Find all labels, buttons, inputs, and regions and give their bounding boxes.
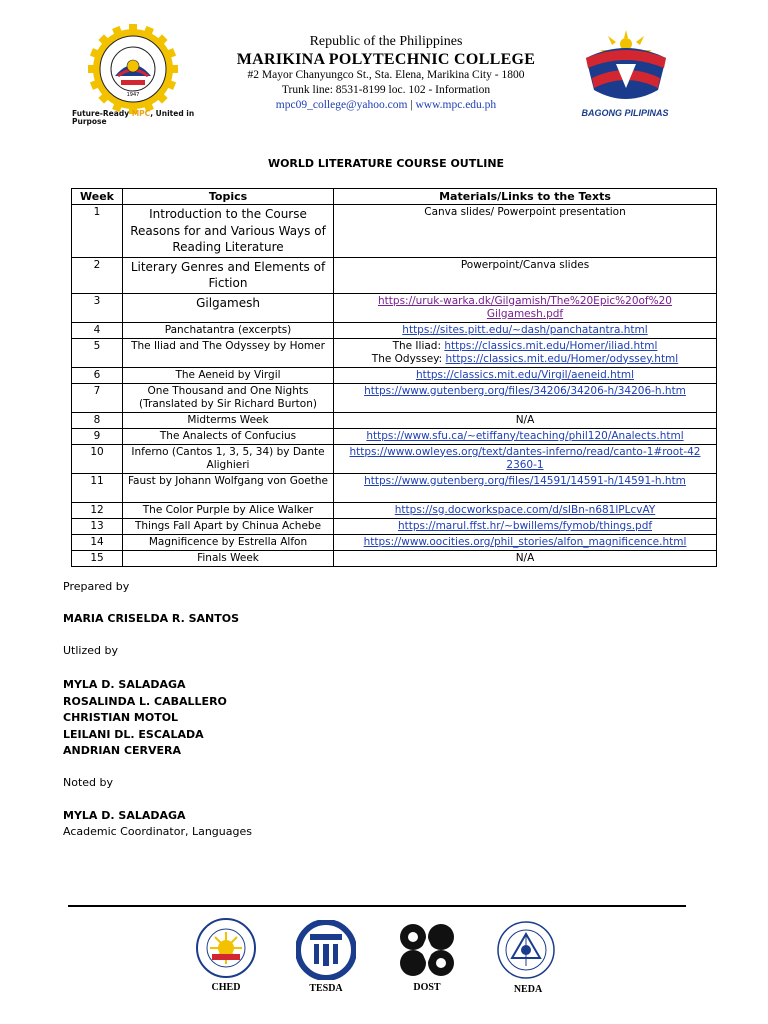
- header-week: Week: [72, 189, 123, 205]
- ched-logo: [196, 918, 256, 978]
- week-cell: 8: [72, 412, 123, 428]
- text-link[interactable]: https://classics.mit.edu/Virgil/aeneid.html: [415, 368, 634, 381]
- table-row: [72, 383, 717, 412]
- utilized-by-names: [63, 677, 227, 760]
- table-row: [72, 502, 717, 518]
- table-row: [72, 293, 717, 322]
- topic-cell: Gilgamesh: [123, 293, 334, 322]
- neda-logo: [496, 920, 556, 980]
- text-link[interactable]: https://www.gutenberg.org/files/14591/14591-h/14591-h.htm: [364, 474, 686, 487]
- topic-cell: Faust by Johann Wolfgang von Goethe: [123, 473, 334, 502]
- material-cell: Canva slides/ Powerpoint presentation: [334, 205, 717, 258]
- topic-cell: Finals Week: [123, 550, 334, 566]
- link-label: The Iliad:: [392, 339, 445, 352]
- mpc-tagline: Future-Ready MPC, United in Purpose: [72, 109, 195, 126]
- week-cell: 3: [72, 293, 123, 322]
- text-link[interactable]: https://www.owleyes.org/text/dantes-inferno/read/canto-1#root-422360-1: [349, 445, 701, 471]
- dost-label: DOST: [413, 982, 441, 993]
- table-row: [72, 338, 717, 367]
- material-cell: [334, 502, 717, 518]
- college-name: MARIKINA POLYTECHNIC COLLEGE: [236, 51, 536, 68]
- text-link[interactable]: https://sg.docworkspace.com/d/sIBn-n681lPLcvAY: [394, 503, 656, 516]
- topic-cell: Magnificence by Estrella Alfon: [123, 534, 334, 550]
- email-link[interactable]: mpc09_college@yahoo.com: [275, 99, 408, 111]
- table-row: [72, 518, 717, 534]
- topic-cell: Introduction to the Course Reasons for and Various Ways of Reading Literature: [123, 205, 334, 258]
- mpc-seal-logo: [88, 24, 178, 114]
- week-cell: 2: [72, 257, 123, 293]
- material-cell: Powerpoint/Canva slides: [334, 257, 717, 293]
- utilizer-name: ANDRIAN CERVERA: [63, 744, 182, 757]
- document-title: WORLD LITERATURE COURSE OUTLINE: [267, 157, 505, 170]
- dost-logo: [398, 922, 456, 978]
- tesda-label: TESDA: [309, 983, 343, 994]
- svg-text:1947: 1947: [126, 92, 140, 98]
- contact-separator: |: [410, 99, 413, 111]
- utilizer-name: MYLA D. SALADAGA: [63, 678, 186, 691]
- text-link[interactable]: https://classics.mit.edu/Homer/iliad.html: [444, 339, 658, 352]
- text-link[interactable]: https://www.gutenberg.org/files/34206/34206-h/34206-h.htm: [364, 384, 686, 397]
- week-cell: 12: [72, 502, 123, 518]
- header-materials: Materials/Links to the Texts: [334, 189, 717, 205]
- trunk-line: Trunk line: 8531-8199 loc. 102 - Information: [281, 84, 491, 96]
- utilizer-name: LEILANI DL. ESCALADA: [63, 727, 204, 741]
- topic-cell: One Thousand and One Nights (Translated by Sir Richard Burton): [123, 383, 334, 412]
- table-row: [72, 550, 717, 566]
- letterhead: [180, 33, 592, 113]
- prepared-by-label: Prepared by: [63, 580, 130, 593]
- website-link[interactable]: www.mpc.edu.ph: [415, 99, 497, 111]
- week-cell: 9: [72, 428, 123, 444]
- material-cell: [334, 338, 717, 367]
- table-row: [72, 444, 717, 473]
- footer-divider: [68, 905, 686, 907]
- text-link[interactable]: https://marul.ffst.hr/~bwillems/fymob/things.pdf: [397, 519, 653, 532]
- material-cell: [334, 518, 717, 534]
- week-cell: 14: [72, 534, 123, 550]
- material-cell: [334, 473, 717, 502]
- table-row: [72, 473, 717, 502]
- utilizer-name: ROSALINDA L. CABALLERO: [63, 694, 227, 708]
- noted-by-position: Academic Coordinator, Languages: [63, 825, 252, 838]
- material-cell: N/A: [334, 550, 717, 566]
- table-row: [72, 257, 717, 293]
- topic-cell: The Color Purple by Alice Walker: [123, 502, 334, 518]
- text-link[interactable]: https://www.oocities.org/phil_stories/alfon_magnificence.html: [363, 535, 687, 548]
- text-link[interactable]: https://classics.mit.edu/Homer/odyssey.html: [445, 352, 679, 365]
- week-cell: 10: [72, 444, 123, 473]
- prepared-by-name: MARIA CRISELDA R. SANTOS: [63, 612, 240, 625]
- topic-cell: Panchatantra (excerpts): [123, 322, 334, 338]
- week-cell: 11: [72, 473, 123, 502]
- topic-cell: The Iliad and The Odyssey by Homer: [123, 338, 334, 367]
- material-cell: [334, 428, 717, 444]
- utilized-by-label: Utlized by: [63, 644, 118, 657]
- bagong-pilipinas-label: BAGONG PILIPINAS: [581, 108, 669, 118]
- material-cell: [334, 367, 717, 383]
- week-cell: 13: [72, 518, 123, 534]
- week-cell: 7: [72, 383, 123, 412]
- noted-by-label: Noted by: [63, 776, 114, 789]
- address-line: #2 Mayor Chanyungco St., Sta. Elena, Marikina City - 1800: [247, 69, 525, 81]
- text-link[interactable]: https://sites.pitt.edu/~dash/panchatantra.html: [402, 323, 648, 336]
- week-cell: 6: [72, 367, 123, 383]
- material-cell: [334, 293, 717, 322]
- topic-cell: The Analects of Confucius: [123, 428, 334, 444]
- material-cell: [334, 444, 717, 473]
- course-outline-table: [71, 188, 717, 567]
- utilizer-name: CHRISTIAN MOTOL: [63, 711, 179, 724]
- topic-cell: Inferno (Cantos 1, 3, 5, 34) by Dante Alighieri: [123, 444, 334, 473]
- neda-label: NEDA: [513, 984, 543, 995]
- table-header-row: [72, 189, 717, 205]
- table-row: [72, 367, 717, 383]
- material-cell: [334, 322, 717, 338]
- contact-line: [180, 98, 592, 113]
- week-cell: 1: [72, 205, 123, 258]
- text-link[interactable]: https://uruk-warka.dk/Gilgamish/The%20Epic%20of%20Gilgamesh.pdf: [378, 294, 672, 320]
- material-cell: [334, 534, 717, 550]
- text-link[interactable]: https://www.sfu.ca/~etiffany/teaching/phil120/Analects.html: [366, 429, 684, 442]
- week-cell: 15: [72, 550, 123, 566]
- material-cell: N/A: [334, 412, 717, 428]
- tesda-logo: [296, 920, 356, 980]
- table-row: [72, 534, 717, 550]
- topic-cell: Things Fall Apart by Chinua Achebe: [123, 518, 334, 534]
- topic-cell: The Aeneid by Virgil: [123, 367, 334, 383]
- topic-cell: Literary Genres and Elements of Fiction: [123, 257, 334, 293]
- republic-line: Republic of the Philippines: [309, 34, 463, 49]
- material-cell: [334, 383, 717, 412]
- noted-by-name: MYLA D. SALADAGA: [63, 809, 186, 822]
- header-topics: Topics: [123, 189, 334, 205]
- table-row: [72, 428, 717, 444]
- topic-cell: Midterms Week: [123, 412, 334, 428]
- ched-label: CHED: [211, 982, 241, 993]
- week-cell: 4: [72, 322, 123, 338]
- link-label: The Odyssey:: [371, 352, 446, 365]
- table-row: [72, 412, 717, 428]
- week-cell: 5: [72, 338, 123, 367]
- table-row: [72, 205, 717, 258]
- bagong-pilipinas-logo: [578, 28, 674, 108]
- table-row: [72, 322, 717, 338]
